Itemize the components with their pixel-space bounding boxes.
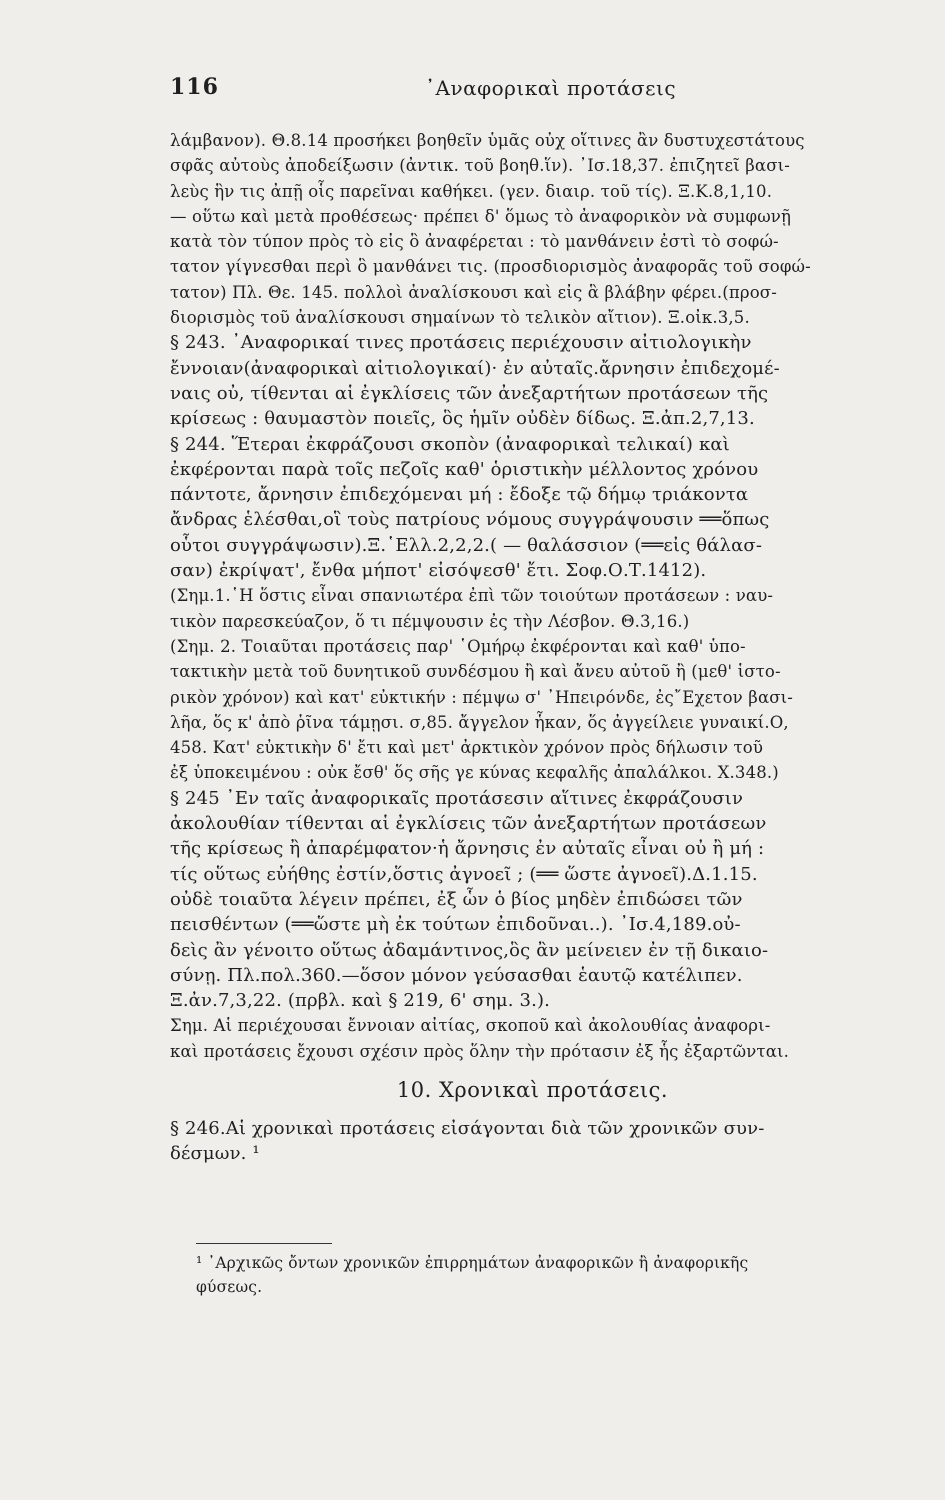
text-line: ναις οὐ, τίθενται αἱ ἐγκλίσεις τῶν ἀνεξαρτήτων προτάσεων τῆς bbox=[170, 382, 769, 404]
page-number: 116 bbox=[170, 74, 219, 100]
text-line: δεὶς ἂν γένοιτο οὕτως ἀδαμάντινος,ὃς ἂν μείνειεν ἐν τῇ δικαιο- bbox=[170, 939, 769, 961]
note-line: ἐξ ὑποκειμένου : οὐκ ἔσθ' ὅς σῆς γε κύνας κεφαλῆς ἀπαλάλκοι. Χ.348.) bbox=[170, 763, 779, 783]
note-line: καὶ προτάσεις ἔχουσι σχέσιν πρὸς ὅλην τὴν πρότασιν ἐξ ἧς ἐξαρτῶνται. bbox=[170, 1041, 789, 1061]
paragraph-244-line: § 244. Ἕτεραι ἐκφράζουσι σκοπὸν (ἀναφορικαὶ τελικαί) καὶ bbox=[170, 433, 730, 455]
text-line: λάμβανον). Θ.8.14 προσήκει βοηθεῖν ὑμᾶς οὐχ οἵτινες ἂν δυστυχεστάτους bbox=[170, 131, 805, 150]
paragraph-245-line: § 245 ᾿Εν ταῖς ἀναφορικαῖς προτάσεσιν αἵτινες ἐκφράζουσιν bbox=[170, 787, 744, 809]
text-line: πεισθέντων (══ὥστε μὴ ἐκ τούτων ἐπιδοῦναι..). ᾿Ισ.4,189.οὐ- bbox=[170, 914, 741, 936]
text-line: ἄνδρας ἑλέσθαι,οἳ τοὺς πατρίους νόμους συγγράψουσιν ══ὅπως bbox=[170, 509, 770, 531]
text-line: ἔννοιαν(ἀναφορικαὶ αἰτιολογικαί)· ἐν αὐταῖς.ἄρνησιν ἐπιδεχομέ- bbox=[170, 357, 780, 379]
text-line: οὐδὲ τοιαῦτα λέγειν πρέπει, ἐξ ὧν ὁ βίος μηδὲν ἐπιδώσει τῶν bbox=[170, 888, 743, 910]
text-line: σύνῃ. Πλ.πολ.360.—ὅσον μόνον γεύσασθαι ἑαυτῷ κατέλιπεν. bbox=[170, 964, 743, 986]
text-line: τίς οὕτως εὐήθης ἐστίν,ὅστις ἀγνοεῖ ; (══ ὥστε ἀγνοεῖ).Δ.1.15. bbox=[170, 863, 758, 885]
page-header bbox=[170, 74, 890, 110]
footnote-line: φύσεως. bbox=[196, 1278, 263, 1296]
text-line: πάντοτε, ἄρνησιν ἐπιδεχόμεναι μή : ἔδοξε τῷ δήμῳ τριάκοντα bbox=[170, 484, 749, 506]
note-line: 458. Κατ' εὐκτικὴν δ' ἔτι καὶ μετ' ἀρκτικὸν χρόνον πρὸς δήλωσιν τοῦ bbox=[170, 738, 764, 758]
text-line: σφᾶς αὐτοὺς ἀποδείξωσιν (ἀντικ. τοῦ βοηθ.ἵν). ᾿Ισ.18,37. ἐπιζητεῖ βασι- bbox=[170, 156, 790, 176]
text-line: διορισμὸς τοῦ ἀναλίσκουσι σημαίνων τὸ τελικὸν αἴτιον). Ξ.οἰκ.3,5. bbox=[170, 308, 750, 328]
text-line: τατον) Πλ. Θε. 145. πολλοὶ ἀναλίσκουσι καὶ εἰς ἃ βλάβην φέρει.(προσ- bbox=[170, 282, 777, 302]
note-line: ρικὸν χρόνον) καὶ κατ' εὐκτικήν : πέμψω σ' ᾿Ηπειρόνδε, ἐς῎Εχετον βασι- bbox=[170, 687, 793, 707]
footnote bbox=[196, 1251, 896, 1299]
note-line: λῆα, ὅς κ' ἀπὸ ῥῖνα τάμῃσι. σ,85. ἄγγελον ἧκαν, ὅς ἀγγείλειε γυναικί.Ο, bbox=[170, 712, 789, 732]
text-line: οὗτοι συγγράψωσιν).Ξ.῾Ελλ.2,2,2.( — θαλάσσιον (══εἰς θάλασ- bbox=[170, 534, 763, 556]
footnote-line: ¹ ᾿Αρχικῶς ὄντων χρονικῶν ἐπιρρημάτων ἀναφορικῶν ἢ ἀναφορικῆς bbox=[196, 1254, 749, 1272]
text-line: κατὰ τὸν τύπον πρὸς τὸ εἰς ὃ ἀναφέρεται : τὸ μανθάνειν ἐστὶ τὸ σοφώ- bbox=[170, 232, 779, 252]
note-line: (Σημ. 2. Τοιαῦται προτάσεις παρ' ῾Ομήρῳ ἐκφέρονται καὶ καθ' ὑπο- bbox=[170, 636, 746, 656]
text-line: — οὕτω καὶ μετὰ προθέσεως· πρέπει δ' ὅμως τὸ ἀναφορικὸν νὰ συμφωνῇ bbox=[170, 206, 792, 226]
text-line: Ξ.ἀν.7,3,22. (πρβλ. καὶ § 219, 6' σημ. 3.). bbox=[170, 990, 551, 1012]
note-line: (Σημ.1.῾Η ὅστις εἶναι σπανιωτέρα ἐπὶ τῶν τοιούτων προτάσεων : ναυ- bbox=[170, 586, 774, 606]
note-line: Σημ. Αἱ περιέχουσαι ἔννοιαν αἰτίας, σκοποῦ καὶ ἀκολουθίας ἀναφορι- bbox=[170, 1016, 771, 1036]
note-line: τικὸν παρεσκεύαζον, ὅ τι πέμψουσιν ἐς τὴν Λέσβον. Θ.3,16.) bbox=[170, 611, 690, 631]
note-line: τακτικὴν μετὰ τοῦ δυνητικοῦ συνδέσμου ἢ καὶ ἄνευ αὐτοῦ ἢ (μεθ' ἱστο- bbox=[170, 662, 781, 682]
paragraph-246-line: § 246.Αἱ χρονικαὶ προτάσεις εἰσάγονται διὰ τῶν χρονικῶν συν- bbox=[170, 1117, 765, 1139]
text-line: τατον γίγνεσθαι περὶ ὃ μανθάνει τις. (προσδιορισμὸς ἀναφορᾶς τοῦ σοφώ- bbox=[170, 257, 811, 277]
text-line: κρίσεως : θαυμαστὸν ποιεῖς, ὃς ἡμῖν οὐδὲν δίδως. Ξ.ἀπ.2,7,13. bbox=[170, 408, 755, 430]
body-text bbox=[170, 128, 895, 1167]
text-line: λεὺς ἣν τις ἀπῇ οἷς παρεῖναι καθήκει. (γεν. διαιρ. τοῦ τίς). Ξ.Κ.8,1,10. bbox=[170, 181, 773, 201]
footnote-divider bbox=[196, 1243, 332, 1244]
text-line: δέσμων. ¹ bbox=[170, 1143, 260, 1165]
section-heading: 10. Χρονικαὶ προτάσεις. bbox=[396, 1077, 669, 1102]
running-title: ᾿Αναφορικαὶ προτάσεις bbox=[425, 76, 677, 100]
text-line: σαν) ἐκρίψατ', ἔνθα μήποτ' εἰσόψεσθ' ἔτι. Σοφ.Ο.Τ.1412). bbox=[170, 560, 707, 582]
text-line: ἐκφέρονται παρὰ τοῖς πεζοῖς καθ' ὁριστικὴν μέλλοντος χρόνου bbox=[170, 458, 759, 480]
paragraph-243-line: § 243. ᾿Αναφορικαί τινες προτάσεις περιέχουσιν αἰτιολογικὴν bbox=[170, 332, 752, 354]
text-line: τῆς κρίσεως ἢ ἀπαρέμφατον·ἡ ἄρνησις ἐν αὐταῖς εἶναι οὐ ἢ μή : bbox=[170, 838, 765, 860]
text-line: ἀκολουθίαν τίθενται αἱ ἐγκλίσεις τῶν ἀνεξαρτήτων προτάσεων bbox=[170, 813, 767, 835]
